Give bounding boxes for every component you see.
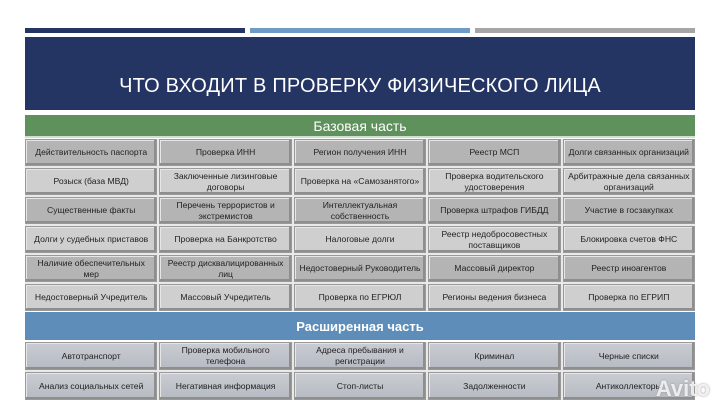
basic-checks-grid [25, 139, 695, 311]
extended-section-heading: Расширенная часть [25, 312, 695, 340]
check-cell: Регион получения ИНН [294, 139, 426, 166]
check-cell: Проверка по ЕГРЮЛ [294, 284, 426, 311]
check-cell: Проверка мобильного телефона [159, 342, 291, 370]
check-cell: Налоговые долги [294, 226, 426, 253]
check-cell: Реестр недобросовестных поставщиков [428, 226, 560, 253]
check-cell: Действительность паспорта [25, 139, 157, 166]
check-cell: Стоп-листы [294, 372, 426, 400]
decor-bar-blue [250, 28, 470, 33]
check-cell: Черные списки [563, 342, 695, 370]
check-cell: Проверка ИНН [159, 139, 291, 166]
check-cell: Криминал [428, 342, 560, 370]
basic-section-heading: Базовая часть [25, 115, 695, 138]
decor-bar-grey [475, 28, 695, 33]
extended-checks-grid [25, 342, 695, 400]
check-cell: Массовый Учредитель [159, 284, 291, 311]
check-cell: Перечень террористов и экстремистов [159, 197, 291, 224]
check-cell: Недостоверный Руководитель [294, 255, 426, 282]
check-cell: Автотранспорт [25, 342, 157, 370]
check-cell: Проверка на «Самозанятого» [294, 168, 426, 195]
check-cell: Розыск (база МВД) [25, 168, 157, 195]
check-cell: Массовый директор [428, 255, 560, 282]
check-cell: Интеллектуальная собственность [294, 197, 426, 224]
check-cell: Заключенные лизинговые договоры [159, 168, 291, 195]
avito-watermark: Avito [655, 376, 710, 401]
check-cell: Арбитражные дела связанных организаций [563, 168, 695, 195]
check-cell: Проверка водительского удостоверения [428, 168, 560, 195]
decor-bar-navy [25, 28, 245, 33]
check-cell: Адреса пребывания и регистрации [294, 342, 426, 370]
check-cell: Участие в госзакупках [563, 197, 695, 224]
check-cell: Проверка по ЕГРИП [563, 284, 695, 311]
slide-title: ЧТО ВХОДИТ В ПРОВЕРКУ ФИЗИЧЕСКОГО ЛИЦА [25, 37, 695, 110]
check-cell: Долги у судебных приставов [25, 226, 157, 253]
check-cell: Реестр МСП [428, 139, 560, 166]
check-cell: Проверка штрафов ГИБДД [428, 197, 560, 224]
check-cell: Регионы ведения бизнеса [428, 284, 560, 311]
check-cell: Проверка на Банкротство [159, 226, 291, 253]
check-cell: Реестр иноагентов [563, 255, 695, 282]
check-cell: Задолженности [428, 372, 560, 400]
check-cell: Негативная информация [159, 372, 291, 400]
check-cell: Существенные факты [25, 197, 157, 224]
check-cell: Блокировка счетов ФНС [563, 226, 695, 253]
check-cell: Наличие обеспечительных мер [25, 255, 157, 282]
check-cell: Недостоверный Учредитель [25, 284, 157, 311]
check-cell: Анализ социальных сетей [25, 372, 157, 400]
check-cell: Реестр дисквалицированных лиц [159, 255, 291, 282]
check-cell: Долги связанных организаций [563, 139, 695, 166]
check-cell: Антиколлекторы [563, 372, 695, 400]
